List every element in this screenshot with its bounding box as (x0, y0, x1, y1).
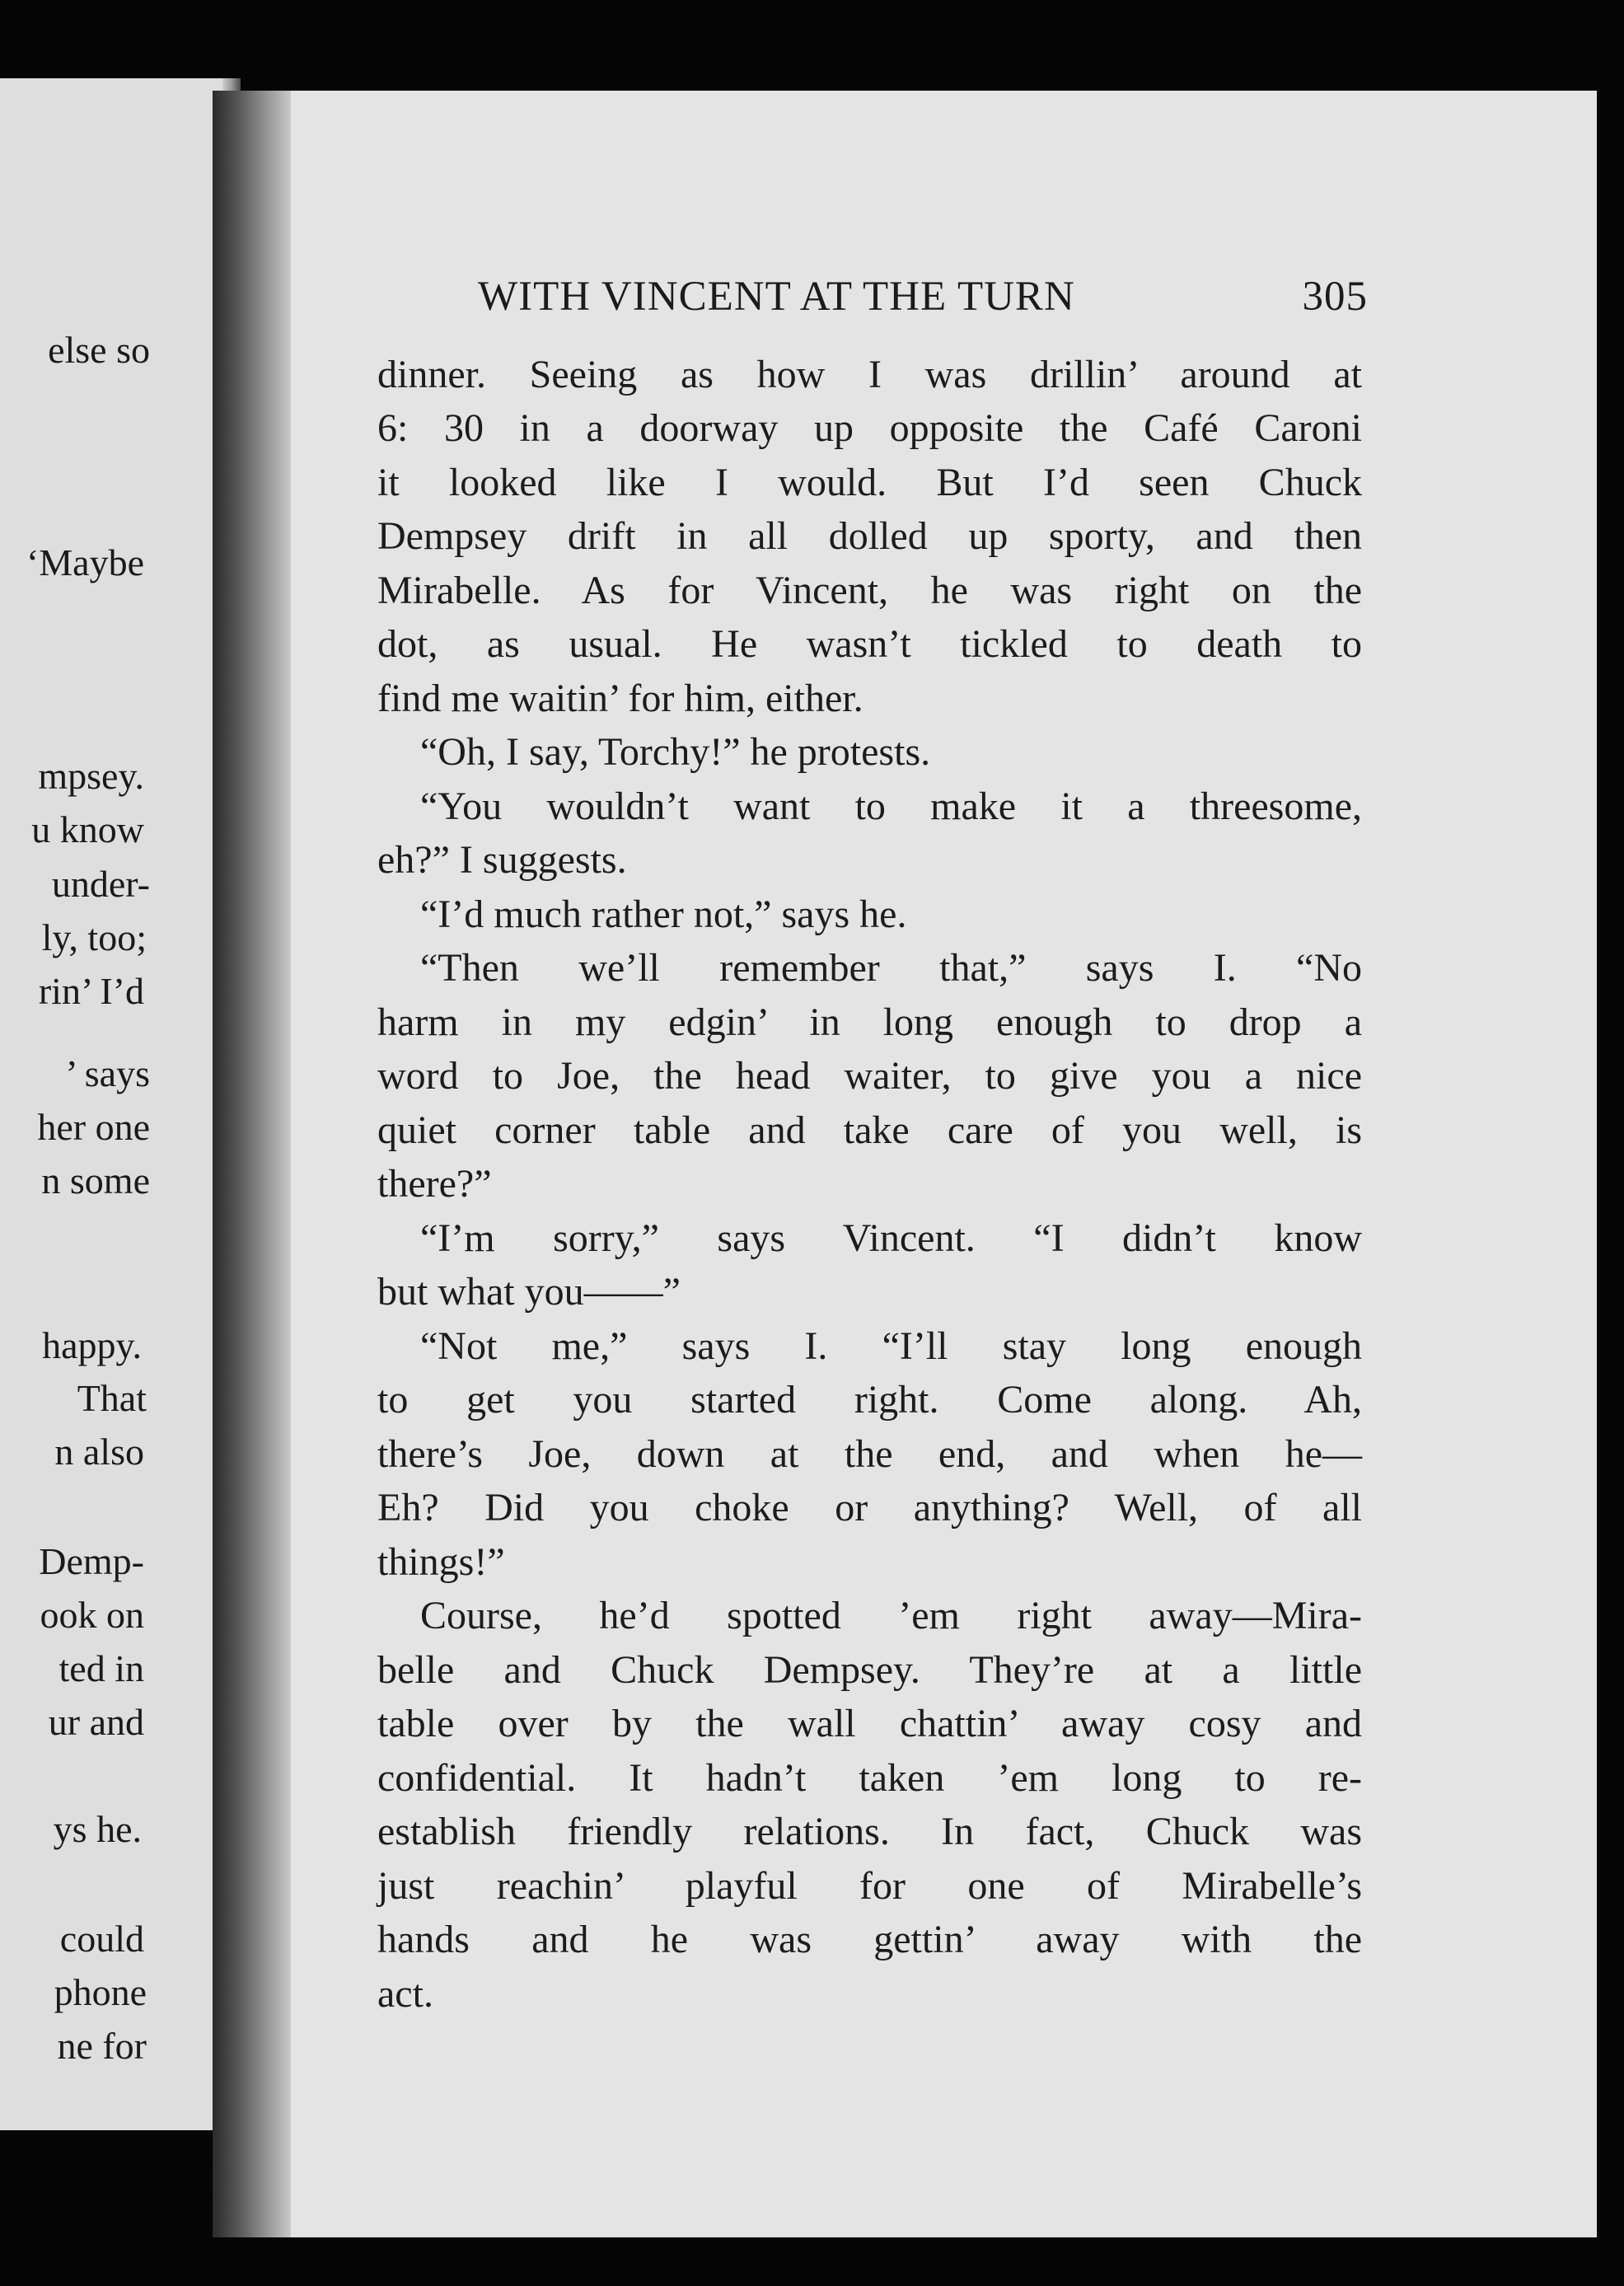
text-line: eh?” I suggests. (377, 838, 627, 882)
text-line: to get you started right. Come along. Ah, (377, 1378, 1362, 1422)
text-line: belle and Chuck Dempsey. They’re at a little (377, 1648, 1362, 1692)
left-line: ur and (48, 1701, 144, 1743)
left-line: mpsey. (38, 755, 144, 797)
text-line: find me waitin’ for him, either. (377, 677, 863, 720)
text-line: “You wouldn’t want to make it a threesome, (420, 785, 1362, 828)
text-line: act. (377, 1972, 433, 2016)
left-line: ’ says (65, 1052, 150, 1094)
text-line: confidential. It hadn’t taken ’em long to re- (377, 1756, 1362, 1800)
left-line: Demp- (39, 1540, 144, 1582)
text-line: just reachin’ playful for one of Mirabelle’s (377, 1864, 1362, 1908)
text-line: Eh? Did you choke or anything? Well, of all (377, 1486, 1362, 1529)
text-line: dot, as usual. He wasn’t tickled to death to (377, 622, 1362, 666)
text-line: “Oh, I say, Torchy!” he protests. (420, 730, 931, 774)
text-line: there’s Joe, down at the end, and when he— (377, 1432, 1362, 1476)
left-line: ne for (57, 2025, 147, 2067)
running-head-title: WITH VINCENT AT THE TURN (478, 274, 1075, 320)
left-line: happy. (42, 1324, 142, 1366)
page-number: 305 (1302, 274, 1368, 320)
left-line: That (77, 1377, 147, 1419)
text-line: things!” (377, 1540, 505, 1584)
text-line: but what you——” (377, 1270, 681, 1314)
left-line: ly, too; (41, 916, 147, 958)
text-line: establish friendly relations. In fact, Chuck was (377, 1810, 1362, 1853)
text-line: 6: 30 in a doorway up opposite the Café Caroni (377, 406, 1362, 450)
left-line: else so (48, 329, 150, 371)
left-page-text (0, 78, 239, 2130)
left-line: ‘Maybe (26, 541, 144, 583)
text-line: it looked like I would. But I’d seen Chuck (377, 461, 1362, 504)
text-line: there?” (377, 1162, 492, 1206)
left-line: n also (54, 1431, 144, 1473)
text-line: table over by the wall chattin’ away cosy and (377, 1702, 1362, 1745)
text-line: dinner. Seeing as how I was drillin’ around at (377, 353, 1362, 396)
text-line: Course, he’d spotted ’em right away—Mira- (420, 1594, 1362, 1637)
left-line: could (59, 1918, 144, 1960)
left-page (0, 78, 239, 2130)
text-line: hands and he was gettin’ away with the (377, 1918, 1362, 1961)
text-line: Mirabelle. As for Vincent, he was right on the (377, 569, 1362, 612)
text-line: “Then we’ll remember that,” says I. “No (420, 946, 1362, 990)
left-line: u know (31, 808, 144, 850)
text-line: “Not me,” says I. “I’ll stay long enough (420, 1324, 1362, 1368)
left-line: ook on (40, 1594, 144, 1636)
left-line: n some (41, 1159, 150, 1202)
text-line: “I’d much rather not,” says he. (420, 892, 907, 936)
text-line: word to Joe, the head waiter, to give you a nice (377, 1054, 1362, 1098)
left-line: phone (54, 1971, 147, 2013)
text-line: harm in my edgin’ in long enough to drop a (377, 1000, 1362, 1044)
left-line: under- (51, 863, 150, 905)
left-line: rin’ I’d (38, 970, 144, 1012)
text-line: quiet corner table and take care of you well, is (377, 1108, 1362, 1152)
text-line: Dempsey drift in all dolled up sporty, and then (377, 514, 1362, 558)
left-line: her one (37, 1106, 150, 1148)
book-spine-shadow (213, 91, 291, 2237)
left-line: ted in (59, 1647, 144, 1689)
text-line: “I’m sorry,” says Vincent. “I didn’t know (420, 1216, 1362, 1260)
left-line: ys he. (53, 1808, 142, 1850)
